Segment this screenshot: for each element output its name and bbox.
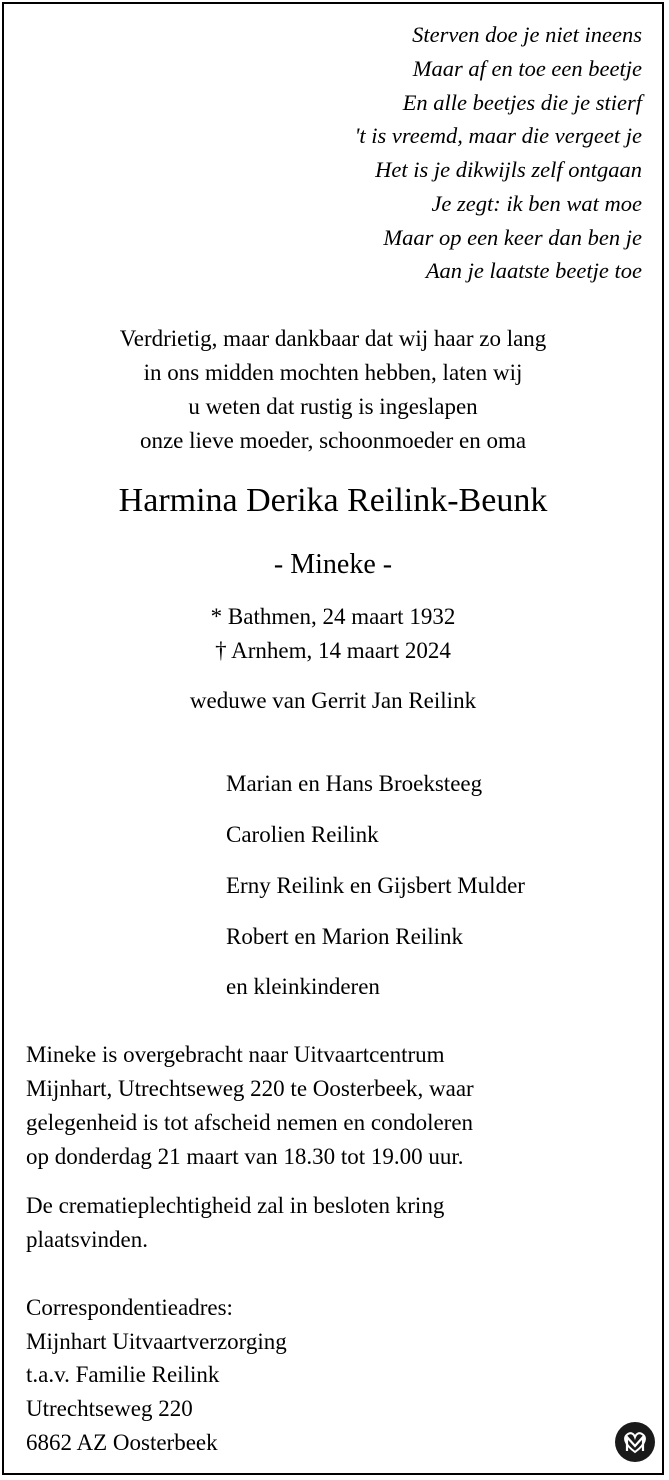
family-member: Carolien Reilink	[226, 822, 379, 847]
correspondence-line: Correspondentieadres:	[26, 1295, 233, 1320]
poem-line: Maar op een keer dan ben je	[383, 225, 642, 250]
correspondence-line: 6862 AZ Oosterbeek	[26, 1430, 218, 1455]
poem-line: Het is je dikwijls zelf ontgaan	[375, 157, 642, 182]
correspondence-line: t.a.v. Familie Reilink	[26, 1362, 220, 1387]
family-member: Marian en Hans Broeksteeg	[226, 771, 483, 796]
correspondence-line: Utrechtseweg 220	[26, 1396, 193, 1421]
family-member: en kleinkinderen	[226, 974, 380, 999]
birth-date: * Bathmen, 24 maart 1932	[210, 604, 456, 629]
cremation-line: De crematieplechtigheid zal in besloten kring	[26, 1193, 445, 1218]
deceased-name: Harmina Derika Reilink-Beunk	[118, 482, 548, 519]
visitation-line: op donderdag 21 maart van 18.30 tot 19.00 uur.	[26, 1144, 464, 1169]
visitation-line: Mijnhart, Utrechtseweg 220 te Oosterbeek, waar	[26, 1076, 474, 1101]
intro-line: u weten dat rustig is ingeslapen	[188, 394, 478, 419]
visitation-line: Mineke is overgebracht naar Uitvaartcentrum	[26, 1042, 445, 1067]
poem-line: 't is vreemd, maar die vergeet je	[354, 123, 642, 148]
family-member: Robert en Marion Reilink	[226, 924, 463, 949]
intro-line: onze lieve moeder, schoonmoeder en oma	[139, 428, 527, 453]
visitation-line: gelegenheid is tot afscheid nemen en condoleren	[26, 1110, 474, 1135]
obituary-card	[2, 2, 664, 1475]
intro-line: in ons midden mochten hebben, laten wij	[143, 360, 523, 385]
cremation-line: plaatsvinden.	[26, 1227, 148, 1252]
deceased-nickname: - Mineke -	[273, 549, 393, 580]
poem-line: Aan je laatste beetje toe	[425, 258, 642, 283]
poem-line: Je zegt: ik ben wat moe	[431, 191, 642, 216]
poem-line: Sterven doe je niet ineens	[412, 22, 642, 47]
family-member: Erny Reilink en Gijsbert Mulder	[226, 873, 525, 898]
poem-line: Maar af en toe een beetje	[412, 56, 642, 81]
intro-line: Verdrietig, maar dankbaar dat wij haar zo lang	[119, 326, 547, 351]
death-date: † Arnhem, 14 maart 2024	[215, 638, 451, 663]
poem-line: En alle beetjes die je stierf	[402, 90, 642, 115]
heart-monogram-icon	[614, 1421, 656, 1463]
spouse-line: weduwe van Gerrit Jan Reilink	[189, 688, 477, 713]
correspondence-line: Mijnhart Uitvaartverzorging	[26, 1329, 287, 1354]
